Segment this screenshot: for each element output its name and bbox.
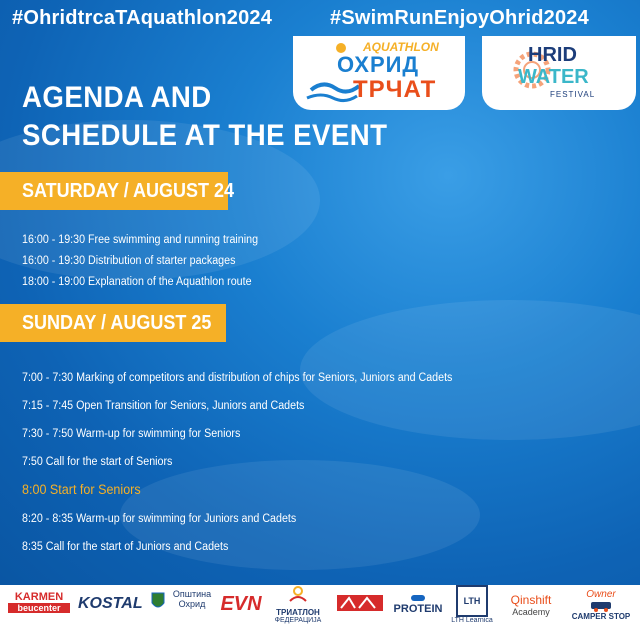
sponsor-evn: EVN (220, 593, 262, 615)
saturday-item: 18:00 - 19:00 Explanation of the Aquathlon route (22, 276, 252, 288)
sponsor-lth (444, 585, 500, 624)
crest-icon (150, 591, 166, 611)
page-title-line2: SCHEDULE AT THE EVENT (22, 119, 388, 152)
sponsors-bar (0, 585, 640, 640)
sponsor-opstina-line1: Општина (172, 589, 212, 599)
protein-badge-icon (411, 595, 425, 601)
hashtag-left: #OhridtrcaTAquathlon2024 (12, 7, 273, 29)
hashtag-right: #SwimRunEnjoyOhrid2024 (330, 7, 589, 29)
logo-line1: ОХРИД (337, 52, 420, 77)
saturday-heading-text: SATURDAY / AUGUST 24 (22, 180, 235, 202)
sunday-item: 7:15 - 7:45 Open Transition for Seniors, Juniors and Cadets (22, 400, 305, 412)
triathlon-icon (288, 585, 308, 603)
sunday-item-highlight: 8:00 Start for Seniors (22, 482, 141, 497)
sunday-item: 7:00 - 7:30 Marking of competitors and distribution of chips for Seniors, Juniors and Cadets (22, 372, 453, 384)
sponsor-camper-line1: Owner (586, 589, 616, 600)
logo-line2: ТРЧАТ (353, 76, 437, 103)
sponsor-camper-line2: CAMPER STOP (571, 612, 631, 621)
festival-line2: WATER (518, 66, 589, 88)
festival-line3: FESTIVAL (550, 90, 596, 99)
water-festival-logo (482, 36, 636, 110)
festival-line1: HRID (528, 44, 577, 66)
sponsor-opstina-line2: Охрид (178, 599, 206, 609)
sunday-item: 8:35 Call for the start of Juniors and Cadets (22, 541, 229, 553)
saturday-heading (0, 172, 235, 210)
agency-logo-icon (337, 595, 383, 611)
sponsor-protein (392, 595, 444, 615)
sunday-item: 7:30 - 7:50 Warm-up for swimming for Seniors (22, 428, 241, 440)
sponsor-lth-mark: LTH (456, 585, 488, 617)
sponsor-protein-text: PROTEIN (393, 603, 443, 615)
logo-top-text: AQUATHLON (363, 40, 439, 54)
sponsor-lth-label: LTH Learnica (451, 617, 493, 624)
sponsor-kostal: KOSTAL (78, 595, 143, 612)
sponsor-qinshift-line2: Academy (512, 607, 550, 617)
sponsor-karmen-line1: KARMEN (14, 591, 64, 603)
sponsor-karmen-line2: beucenter (8, 603, 70, 613)
sponsor-triatlon (268, 585, 328, 624)
sponsor-triatlon-line2: ФЕДЕРАЦИЈА (274, 617, 322, 624)
sponsor-qinshift-line1: Qinshift (510, 593, 552, 607)
sponsor-opstina (148, 589, 218, 609)
page-title-line1: AGENDA AND (22, 81, 212, 114)
sunday-heading-text: SUNDAY / AUGUST 25 (22, 312, 212, 334)
aquathlon-logo (293, 36, 465, 110)
saturday-item: 16:00 - 19:30 Free swimming and running training (22, 234, 259, 246)
sponsor-camper-stop (568, 589, 634, 621)
sponsor-agency-logo (336, 595, 384, 616)
camper-van-icon (590, 600, 612, 612)
sponsor-karmen (8, 591, 70, 613)
sunday-item: 8:20 - 8:35 Warm-up for swimming for Juniors and Cadets (22, 513, 297, 525)
saturday-item: 16:00 - 19:30 Distribution of starter packages (22, 255, 236, 267)
sponsor-triatlon-line1: ТРИАТЛОН (276, 608, 320, 617)
sponsor-qinshift (500, 593, 562, 617)
sunday-item: 7:50 Call for the start of Seniors (22, 456, 173, 468)
sunday-heading (0, 304, 226, 342)
